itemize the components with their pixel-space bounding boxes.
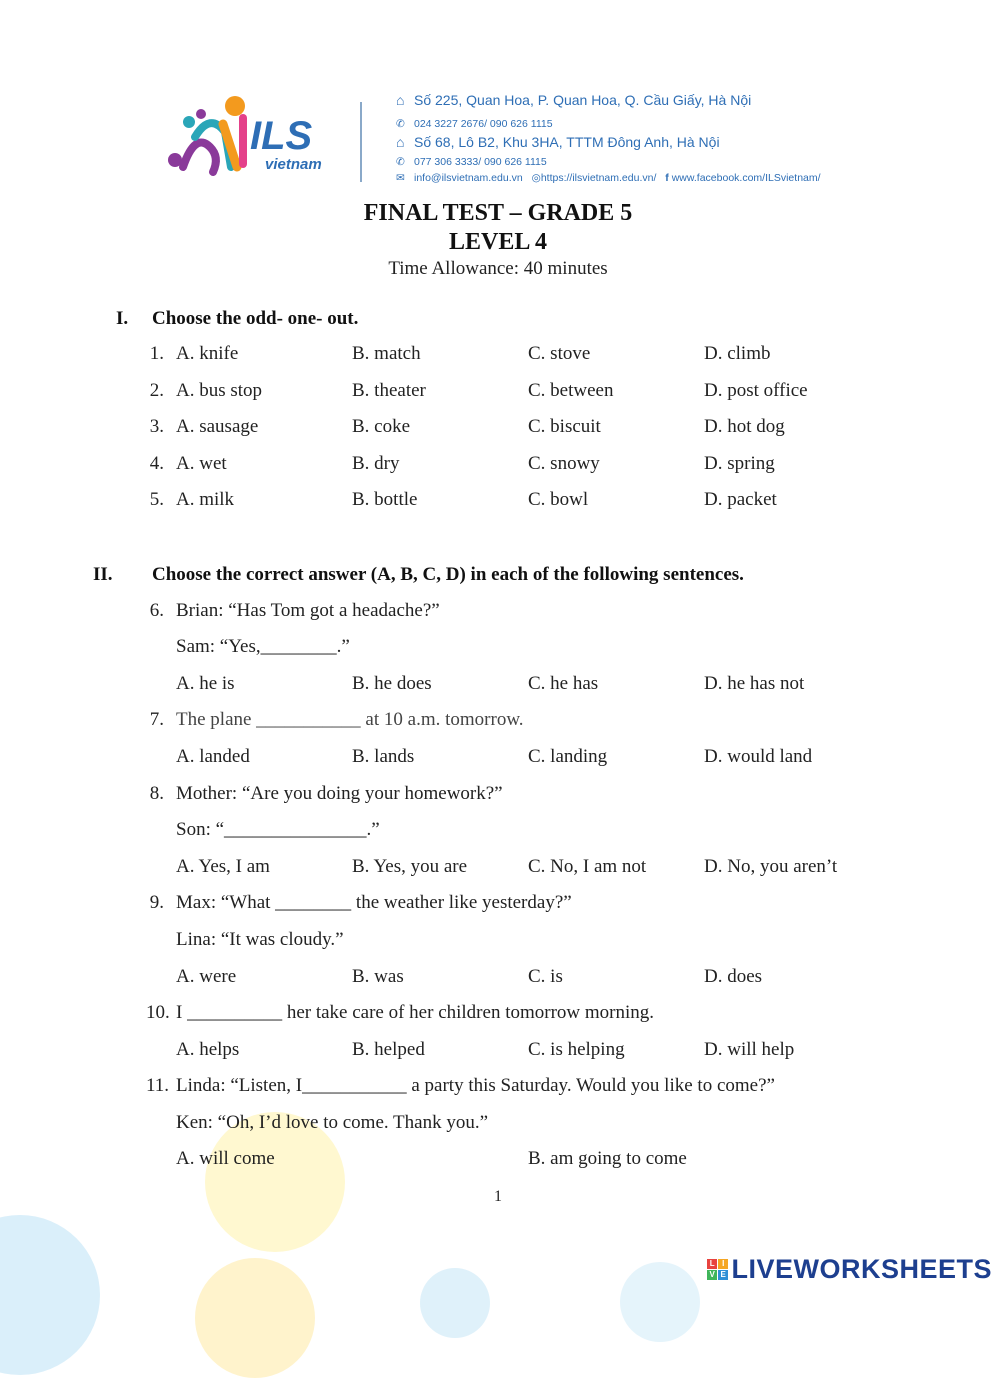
q10-option-b[interactable]: B. helped	[352, 1039, 425, 1060]
q11-option-a[interactable]: A. will come	[176, 1148, 275, 1169]
level-title: LEVEL 4	[448, 229, 548, 255]
phone-icon: ✆	[396, 118, 405, 130]
q3-option-b[interactable]: B. coke	[352, 416, 411, 437]
q5-option-b[interactable]: B. bottle	[352, 489, 418, 510]
header-divider	[360, 102, 362, 182]
q7-option-d[interactable]: D. would land	[704, 746, 813, 767]
q9-line1: Max: “What ________ the weather like yesterday?”	[176, 892, 572, 913]
q8-option-c[interactable]: C. No, I am not	[528, 856, 647, 877]
q9-line2: Lina: “It was cloudy.”	[176, 929, 344, 950]
logo-subtext: vietnam	[265, 156, 322, 173]
address-1-text: Số 225, Quan Hoa, P. Quan Hoa, Q. Cầu Giấy, Hà Nội	[414, 92, 752, 108]
q10-option-d[interactable]: D. will help	[704, 1039, 795, 1060]
bg-blue-circle-left	[0, 1215, 100, 1375]
q9-option-c[interactable]: C. is	[528, 966, 563, 987]
q6-option-c[interactable]: C. he has	[528, 673, 599, 694]
q11-line1: Linda: “Listen, I___________ a party this Saturday. Would you like to come?”	[176, 1075, 775, 1096]
q1-option-a[interactable]: A. knife	[176, 343, 239, 364]
q11-line2: Ken: “Oh, I’d love to come. Thank you.”	[176, 1112, 489, 1133]
q8-line2: Son: “_______________.”	[176, 819, 380, 840]
mail-icon: ✉	[396, 172, 405, 184]
email-link[interactable]: info@ilsvietnam.edu.vn	[414, 172, 523, 184]
home-icon: ⌂	[396, 92, 405, 108]
address-1	[396, 92, 751, 108]
logo-text: ILS	[250, 114, 313, 158]
globe-icon: ◎	[531, 172, 541, 184]
q10-number: 10.	[146, 1002, 170, 1023]
phone-2-text: 077 306 3333/ 090 626 1115	[414, 156, 547, 168]
q7-option-a[interactable]: A. landed	[176, 746, 250, 767]
bg-teal-circle-right	[620, 1262, 700, 1342]
test-title: FINAL TEST – GRADE 5	[363, 200, 633, 226]
q6-number: 6.	[149, 600, 164, 621]
brand-block-v: V	[707, 1270, 717, 1280]
phone-1	[396, 118, 553, 130]
q3-option-a[interactable]: A. sausage	[176, 416, 259, 437]
q9-number: 9.	[149, 892, 164, 913]
time-allowance: Time Allowance: 40 minutes	[388, 258, 608, 279]
home-icon: ⌂	[396, 134, 405, 150]
address-2-text: Số 68, Lô B2, Khu 3HA, TTTM Đông Anh, Hà Nội	[414, 134, 720, 150]
q9-option-a[interactable]: A. were	[176, 966, 237, 987]
facebook-link[interactable]: www.facebook.com/ILSvietnam/	[671, 172, 821, 184]
q7-option-b[interactable]: B. lands	[352, 746, 415, 767]
brand-block-e: E	[718, 1270, 728, 1280]
q8-option-b[interactable]: B. Yes, you are	[352, 856, 468, 877]
brand-block-i: I	[718, 1259, 728, 1269]
q3-option-c[interactable]: C. biscuit	[528, 416, 601, 437]
q6-option-b[interactable]: B. he does	[352, 673, 432, 694]
q1-number: 1.	[149, 343, 164, 364]
ils-logo	[165, 92, 330, 182]
q5-number: 5.	[149, 489, 164, 510]
section-2-number: II.	[93, 564, 113, 585]
q4-option-b[interactable]: B. dry	[352, 453, 400, 474]
facebook-icon: f	[665, 172, 669, 184]
q4-option-a[interactable]: A. wet	[176, 453, 227, 474]
q6-line1: Brian: “Has Tom got a headache?”	[176, 600, 440, 621]
q4-number: 4.	[149, 453, 164, 474]
page-number: 1	[494, 1188, 502, 1205]
bg-blue-circle-mid	[420, 1268, 490, 1338]
section-1-number: I.	[116, 308, 129, 329]
q1-option-b[interactable]: B. match	[352, 343, 421, 364]
q3-number: 3.	[149, 416, 164, 437]
q3-option-d[interactable]: D. hot dog	[704, 416, 785, 437]
q10-option-a[interactable]: A. helps	[176, 1039, 240, 1060]
liveworksheets-text: LIVEWORKSHEETS	[731, 1254, 992, 1284]
phone-1-text: 024 3227 2676/ 090 626 1115	[414, 118, 553, 130]
q7-number: 7.	[149, 709, 164, 730]
section-1-heading: Choose the odd- one- out.	[152, 308, 359, 329]
q7-line1: The plane ___________ at 10 a.m. tomorrow.	[176, 709, 524, 730]
q5-option-c[interactable]: C. bowl	[528, 489, 589, 510]
q8-option-d[interactable]: D. No, you aren’t	[704, 856, 838, 877]
q6-option-a[interactable]: A. he is	[176, 673, 235, 694]
q9-option-d[interactable]: D. does	[704, 966, 763, 987]
q8-option-a[interactable]: A. Yes, I am	[176, 856, 270, 877]
q2-option-d[interactable]: D. post office	[704, 380, 808, 401]
q11-option-b[interactable]: B. am going to come	[528, 1148, 687, 1169]
q6-option-d[interactable]: D. he has not	[704, 673, 805, 694]
contact-links	[396, 172, 821, 184]
brand-block-l: L	[707, 1259, 717, 1269]
liveworksheets-blocks-icon	[707, 1259, 728, 1280]
q2-number: 2.	[149, 380, 164, 401]
q5-option-a[interactable]: A. milk	[176, 489, 235, 510]
q10-option-c[interactable]: C. is helping	[528, 1039, 625, 1060]
section-2-heading: Choose the correct answer (A, B, C, D) in each of the following sentences.	[152, 564, 744, 585]
phone-icon: ✆	[396, 156, 405, 168]
liveworksheets-logo	[707, 1254, 992, 1285]
phone-2	[396, 156, 547, 168]
address-2	[396, 134, 720, 150]
q1-option-d[interactable]: D. climb	[704, 343, 771, 364]
q4-option-d[interactable]: D. spring	[704, 453, 775, 474]
q8-line1: Mother: “Are you doing your homework?”	[176, 783, 503, 804]
bg-yellow-circle-bottom	[195, 1258, 315, 1378]
q1-option-c[interactable]: C. stove	[528, 343, 591, 364]
q4-option-c[interactable]: C. snowy	[528, 453, 600, 474]
q8-number: 8.	[149, 783, 164, 804]
q6-line2: Sam: “Yes,________.”	[176, 636, 350, 657]
q5-option-d[interactable]: D. packet	[704, 489, 777, 510]
q2-option-a[interactable]: A. bus stop	[176, 380, 263, 401]
q2-option-b[interactable]: B. theater	[352, 380, 426, 401]
website-link[interactable]: https://ilsvietnam.edu.vn/	[540, 172, 657, 184]
q2-option-c[interactable]: C. between	[528, 380, 614, 401]
q10-line1: I __________ her take care of her children tomorrow morning.	[176, 1002, 655, 1023]
q9-option-b[interactable]: B. was	[352, 966, 404, 987]
q11-number: 11.	[146, 1075, 170, 1096]
q7-option-c[interactable]: C. landing	[528, 746, 608, 767]
